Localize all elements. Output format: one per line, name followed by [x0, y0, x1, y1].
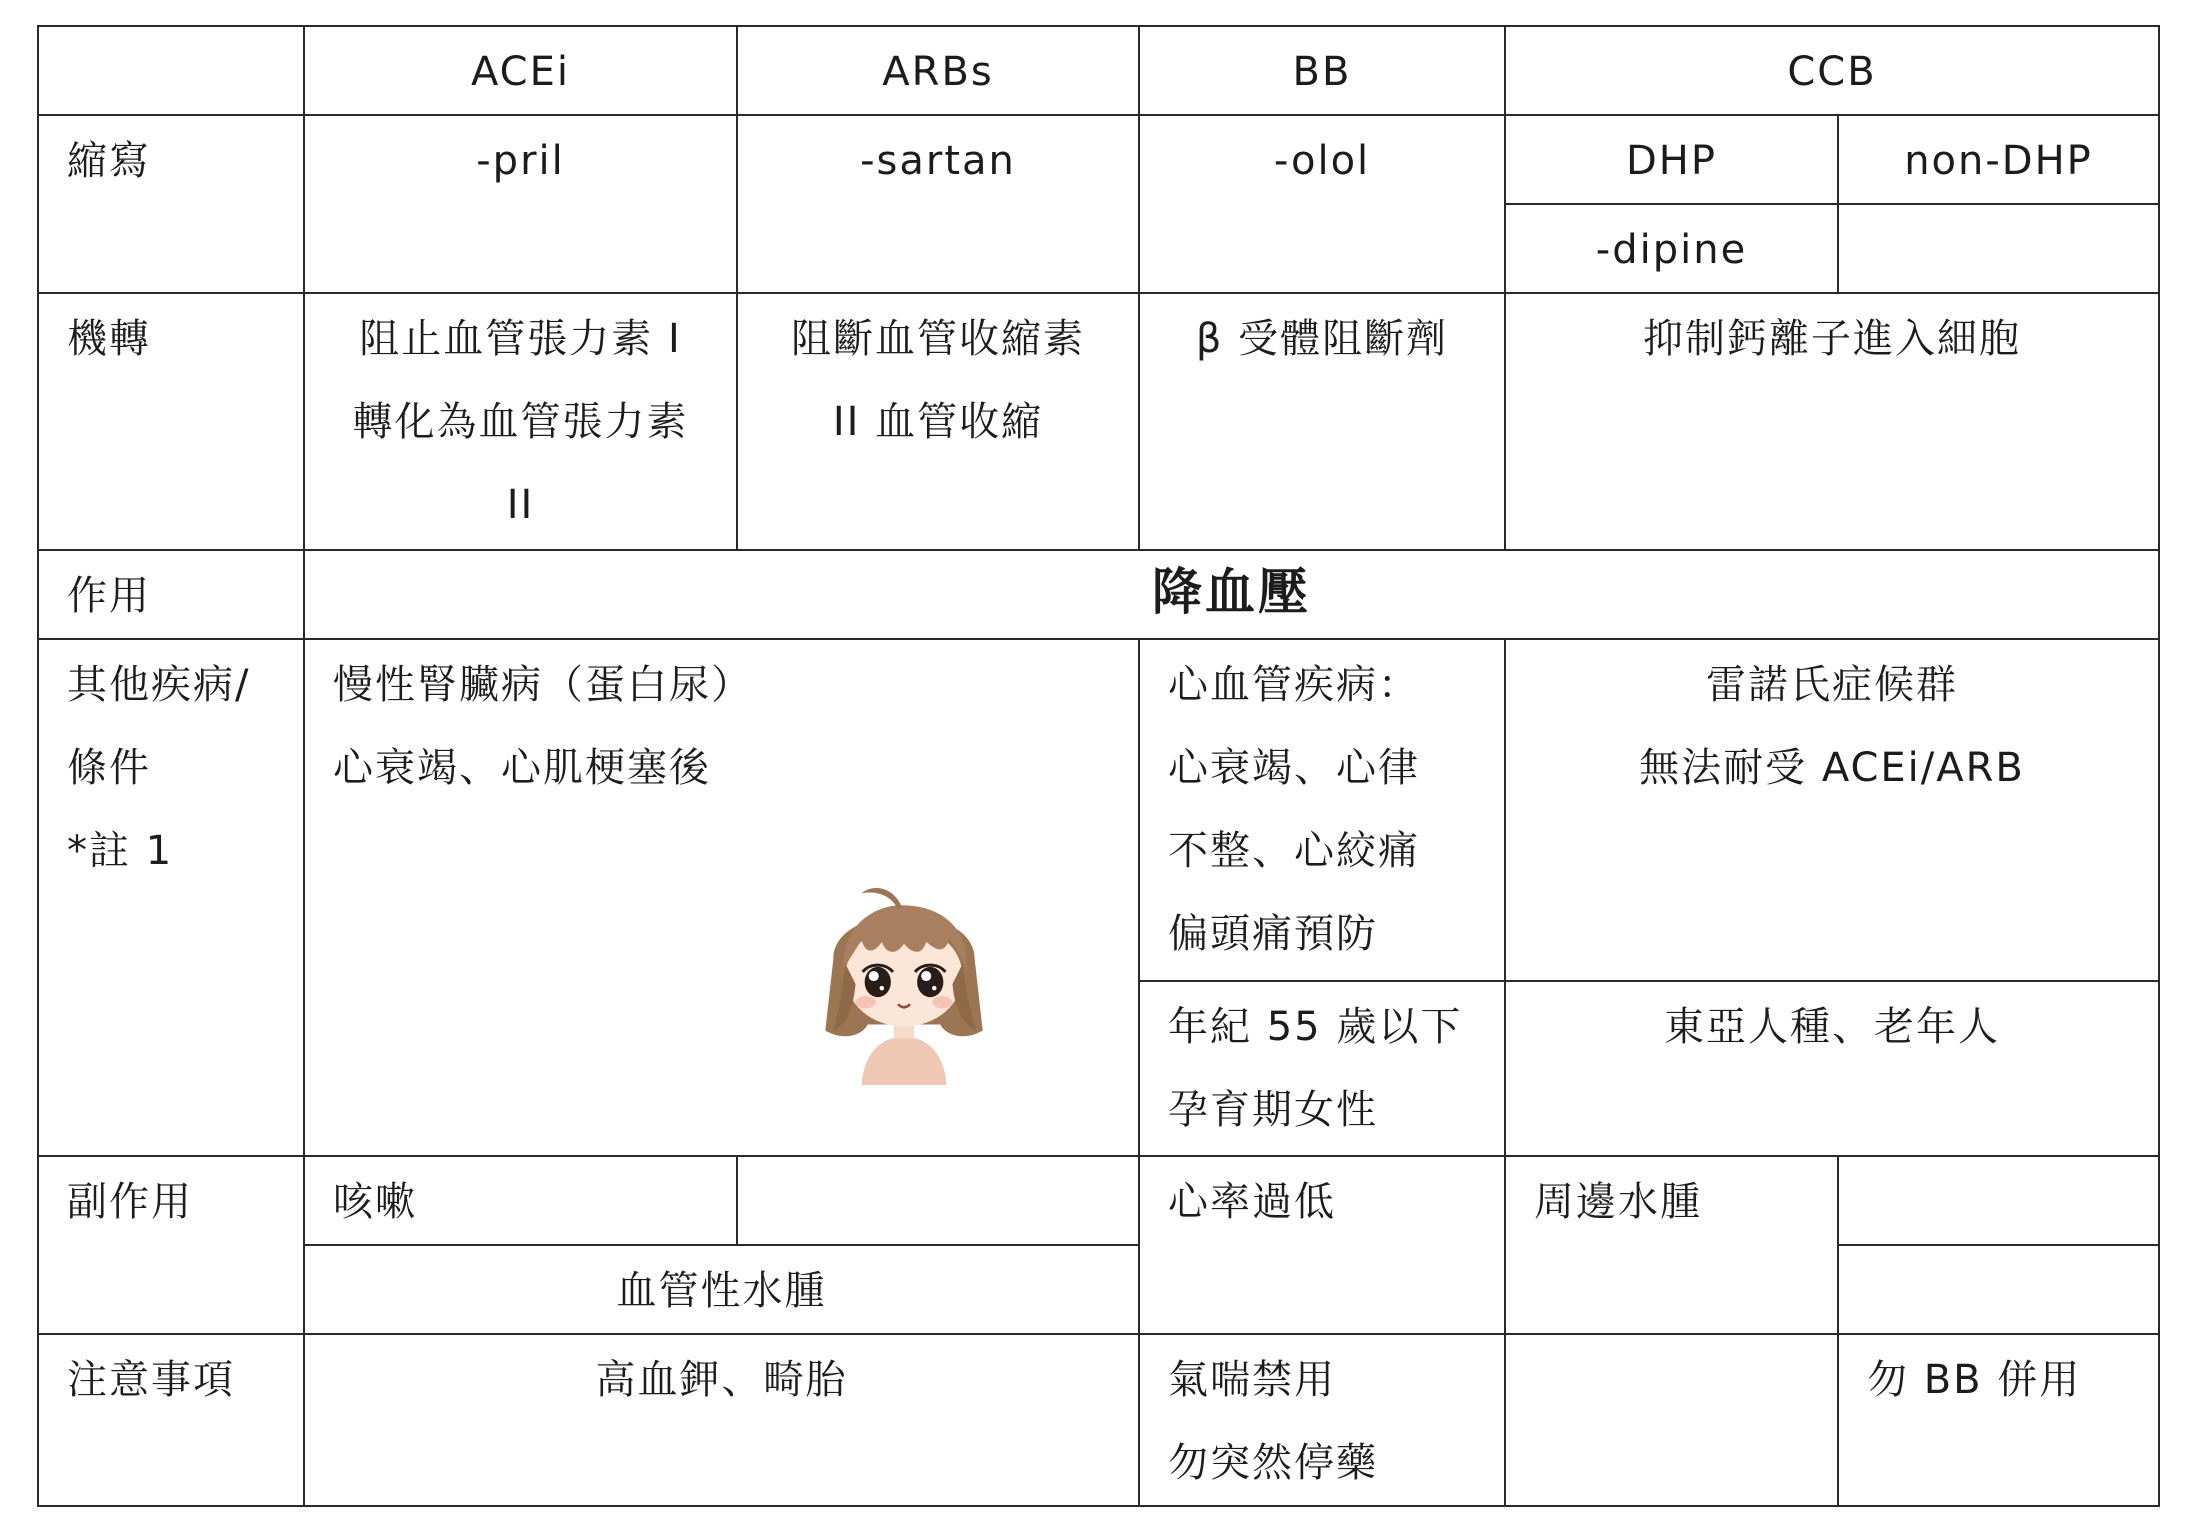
condition-line: 雷諾氏症候群 [1706, 662, 1958, 708]
other-conditions-bb [1139, 639, 1505, 981]
footnote-reference: *註 1 [67, 828, 174, 874]
abbreviation-arbs: -sartan [737, 115, 1139, 293]
side-effect-arbs-empty [737, 1156, 1139, 1245]
precaution-line: 勿突然停藥 [1168, 1440, 1378, 1486]
row-label-line: 條件 [67, 745, 151, 791]
row-label-line: 其他疾病/ [67, 662, 251, 708]
precaution-acei-arb: 高血鉀、畸胎 [304, 1334, 1139, 1506]
condition-line: 無法耐受 ACEi/ARB [1639, 745, 2025, 791]
patients-bb [1139, 981, 1505, 1156]
side-effect-ccb-dhp: 周邊水腫 [1505, 1156, 1838, 1334]
chibi-girl-icon [793, 862, 1015, 1086]
mechanism-acei [304, 293, 737, 550]
row-label-side-effects: 副作用 [38, 1156, 304, 1334]
condition-line: 偏頭痛預防 [1168, 911, 1378, 957]
side-effect-bb: 心率過低 [1139, 1156, 1505, 1334]
condition-line: 心衰竭、心肌梗塞後 [333, 745, 711, 791]
row-label-effect: 作用 [38, 550, 304, 639]
other-conditions-ccb [1505, 639, 2159, 981]
subheader-ccb-dhp: DHP [1505, 115, 1838, 204]
precaution-bb [1139, 1334, 1505, 1506]
header-acei: ACEi [304, 26, 737, 115]
mechanism-arbs [737, 293, 1139, 550]
precaution-ccb-non-dhp: 勿 BB 併用 [1838, 1334, 2159, 1506]
patients-ccb: 東亞人種、老年人 [1505, 981, 2159, 1156]
mechanism-acei-line: II [506, 482, 535, 528]
abbreviation-ccb-dhp: -dipine [1505, 204, 1838, 293]
abbreviation-ccb-non-dhp-empty [1838, 204, 2159, 293]
patient-line: 年紀 55 歲以下 [1168, 1004, 1463, 1050]
mechanism-bb: β 受體阻斷劑 [1139, 293, 1505, 550]
condition-line: 心血管疾病： [1168, 662, 1420, 708]
abbreviation-bb: -olol [1139, 115, 1505, 293]
row-label-mechanism: 機轉 [38, 293, 304, 550]
row-label-abbreviation: 縮寫 [38, 115, 304, 293]
header-ccb: CCB [1505, 26, 2159, 115]
side-effect-acei: 咳嗽 [304, 1156, 737, 1245]
patient-line: 孕育期女性 [1168, 1087, 1378, 1133]
row-label-precautions: 注意事項 [38, 1334, 304, 1506]
mechanism-acei-line: 轉化為血管張力素 [352, 399, 689, 445]
header-arbs: ARBs [737, 26, 1139, 115]
mechanism-arbs-line: II 血管收縮 [832, 399, 1044, 445]
subheader-ccb-non-dhp: non-DHP [1838, 115, 2159, 204]
precaution-ccb-dhp-empty [1505, 1334, 1838, 1506]
header-bb: BB [1139, 26, 1505, 115]
side-effect-ccb-non-dhp-empty [1838, 1156, 2159, 1245]
condition-line: 不整、心絞痛 [1168, 828, 1420, 874]
condition-line: 慢性腎臟病（蛋白尿） [333, 662, 753, 708]
side-effect-acei-arb: 血管性水腫 [304, 1245, 1139, 1334]
side-effect-ccb-non-dhp-empty [1838, 1245, 2159, 1334]
corner-cell [38, 26, 304, 115]
mechanism-acei-line: 阻止血管張力素 I [359, 316, 682, 362]
condition-line: 心衰竭、心律 [1168, 745, 1420, 791]
effect-all-text: 降血壓 [1152, 563, 1311, 621]
effect-all [304, 550, 2159, 639]
mechanism-ccb: 抑制鈣離子進入細胞 [1505, 293, 2159, 550]
antihypertensive-comparison-table [37, 25, 2160, 1507]
precaution-line: 氣喘禁用 [1168, 1357, 1336, 1403]
abbreviation-acei: -pril [304, 115, 737, 293]
mechanism-arbs-line: 阻斷血管收縮素 [791, 316, 1085, 362]
row-label-other-conditions [38, 639, 304, 1156]
